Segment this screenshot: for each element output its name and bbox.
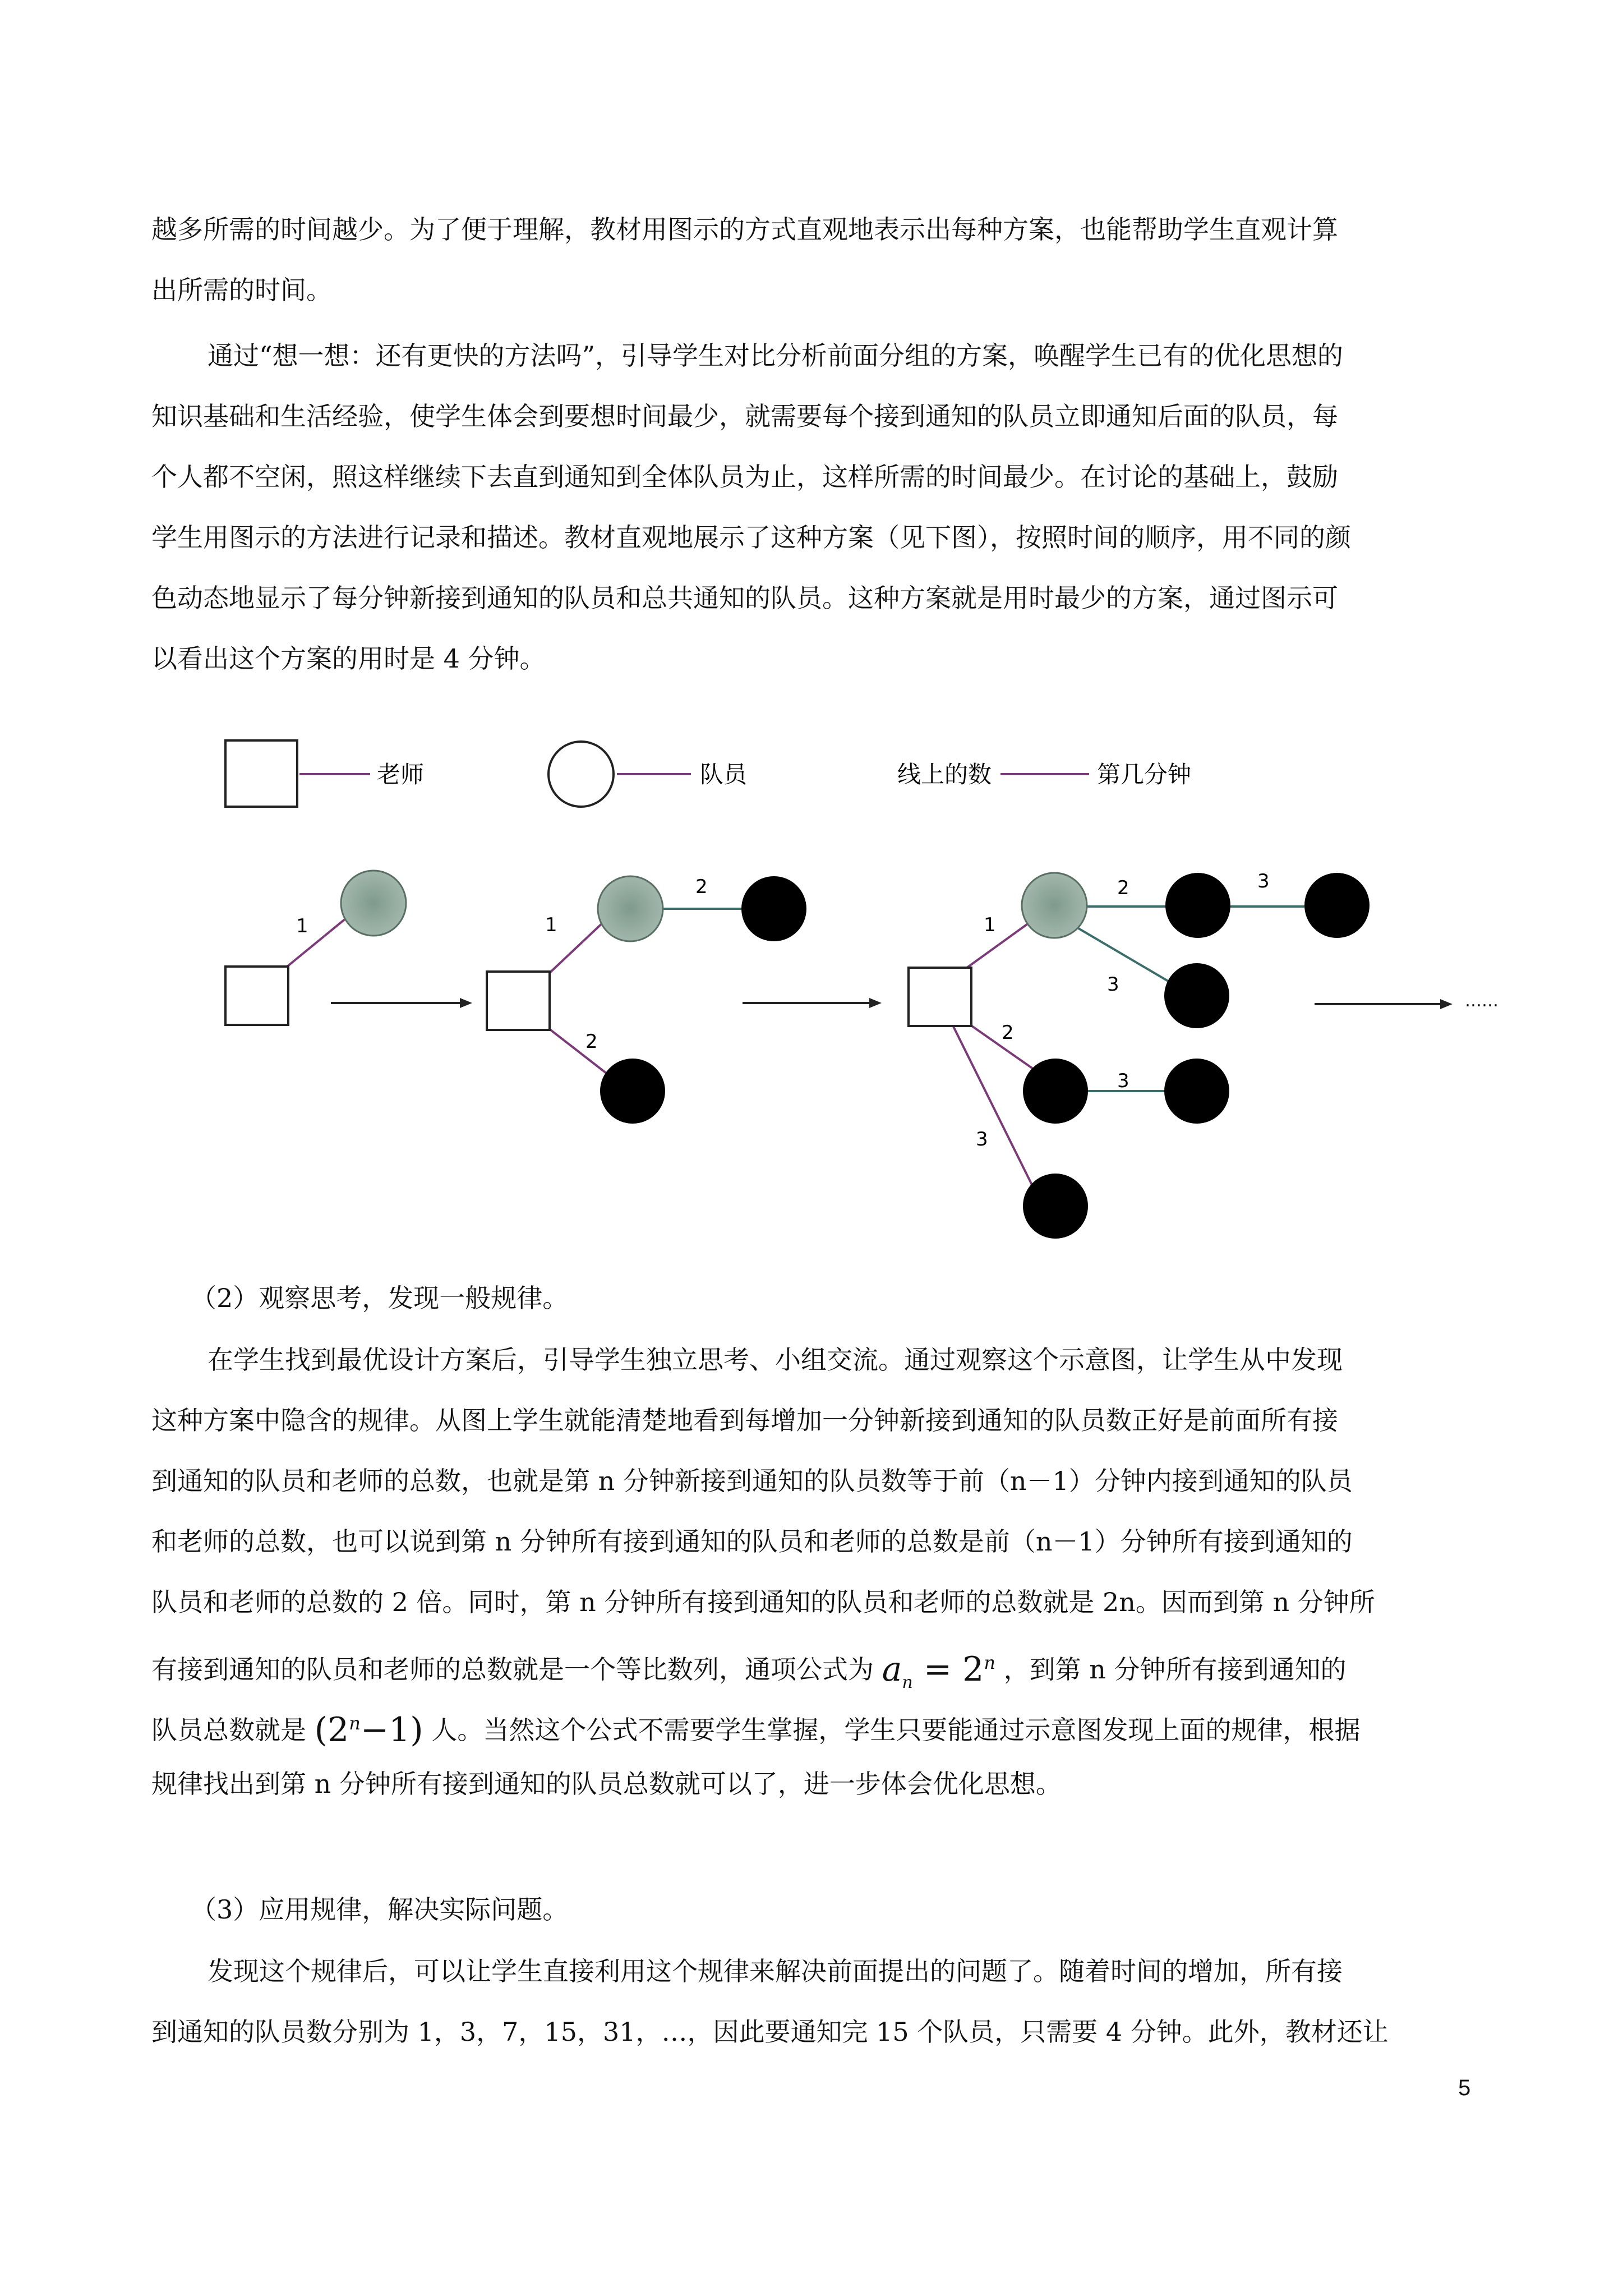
teacher-square [487,972,550,1030]
member-circle [1164,963,1229,1028]
edge-teacher-member [953,1027,1032,1185]
text-line: 以看出这个方案的用时是 4 分钟。 [151,643,546,674]
text-line: 在学生找到最优设计方案后，引导学生独立思考、小组交流。通过观察这个示意图，让学生从中发现 [208,1345,1343,1375]
text-line: 知识基础和生活经验，使学生体会到要想时间最少，就需要每个接到通知的队员立即通知后面的队员，每 [151,401,1338,431]
legend-member-label: 队员 [700,761,748,788]
text-line: 越多所需的时间越少。为了便于理解，教材用图示的方式直观地表示出每种方案，也能帮助学生直观计算 [151,214,1338,245]
edge-label: 3 [1117,1070,1129,1092]
text-fragment: ，到第 n 分钟所有接到通知的 [1003,1654,1347,1685]
text-line: 这种方案中隐含的规律。从图上学生就能清楚地看到每增加一分钟新接到通知的队员数正好是前面所有接 [151,1405,1338,1435]
edge-label: 2 [585,1030,598,1053]
legend-teacher-label: 老师 [377,761,425,788]
formula-geometric-sequence [882,1650,995,1692]
edge-member-member [1076,927,1171,983]
text-line: 到通知的队员和老师的总数，也就是第 n 分钟新接到通知的队员数等于前（n－1）分钟内接到通知的队员 [151,1466,1353,1496]
text-fragment: 队员总数就是 [151,1715,306,1745]
member-circle [741,876,806,941]
formula-total-members [315,1710,423,1750]
text-line-with-formula [151,1693,1475,1754]
member-circle [1023,1059,1088,1124]
edge-teacher-member [546,1027,611,1077]
member-circle [600,1059,665,1124]
page-number: 5 [1458,2076,1471,2100]
member-circle-first [1022,873,1087,938]
formula-open: (2 [314,1710,349,1750]
arrow-head [460,998,472,1008]
paragraph-rule [151,1329,1475,1814]
member-circle [1023,1174,1088,1239]
section-heading: （3）应用规律，解决实际问题。 [191,1894,569,1925]
edge-label: 3 [1107,973,1119,996]
edge-label: 2 [695,876,708,898]
text-line: 色动态地显示了每分钟新接到通知的队员和总共通知的队员。这种方案就是用时最少的方案，通过图示可 [151,583,1338,613]
edge-label: 3 [976,1128,988,1151]
teacher-square [909,968,971,1026]
legend-teacher-square [225,740,297,807]
formula-subscript: n [902,1673,913,1692]
stage-2 [487,876,806,1124]
arrow-head [1440,999,1453,1009]
edge-label: 1 [984,914,996,936]
edge-label: 1 [545,914,557,936]
text-line: 和老师的总数，也可以说到第 n 分钟所有接到通知的队员和老师的总数是前（n－1）分钟所有接到通知的 [151,1526,1353,1557]
paragraph-discussion [151,325,1475,689]
text-fragment: 有接到通知的队员和老师的总数就是一个等比数列，通项公式为 [151,1654,874,1685]
stage-1 [225,871,406,1025]
arrow-head [869,998,882,1008]
text-line: 到通知的队员数分别为 1，3，7，15，31，…，因此要通知完 15 个队员，只需要 4 分钟。此外，教材还让 [151,2017,1389,2047]
edge-teacher-member [965,920,1033,969]
text-fragment: 人。当然这个公式不需要学生掌握，学生只要能通过示意图发现上面的规律，根据 [431,1715,1361,1745]
ellipsis: …… [1465,991,1498,1011]
legend-member-circle [548,742,614,807]
member-circle [1165,873,1230,938]
section-heading: （2）观察思考，发现一般规律。 [191,1283,569,1313]
member-circle [1164,1059,1229,1124]
member-circle-first [341,871,406,936]
text-line: 规律找出到第 n 分钟所有接到通知的队员总数就可以了，进一步体会优化思想。 [151,1769,1062,1799]
edge-label: 3 [1257,870,1270,892]
edge-teacher-member [965,1021,1035,1070]
formula-base: a [882,1650,902,1689]
text-line: 通过“想一想：还有更快的方法吗”，引导学生对比分析前面分组的方案，唤醒学生已有的优化思想的 [208,341,1344,371]
formula-close: −1) [360,1710,423,1750]
legend-number-label: 线上的数 [897,761,992,788]
legend-minute-label: 第几分钟 [1097,761,1192,788]
text-line: 学生用图示的方法进行记录和描述。教材直观地展示了这种方案（见下图），按照时间的顺序，用不同的颜 [151,522,1351,553]
text-line: 发现这个规律后，可以让学生直接利用这个规律来解决前面提出的问题了。随着时间的增加，所有接 [208,1956,1343,1986]
edge-label: 2 [1117,877,1129,899]
edge-label: 2 [1002,1022,1014,1044]
edge-label: 1 [296,915,308,937]
stage-3 [909,870,1370,1239]
teacher-square [225,967,288,1025]
formula-exponent: n [349,1713,361,1734]
text-line: 队员和老师的总数的 2 倍。同时，第 n 分钟所有接到通知的队员和老师的总数就是 2n。因而到第 n 分钟所 [151,1587,1375,1617]
legend [225,740,1191,807]
formula-exponent: n [984,1652,995,1673]
paragraph-intro [151,199,1475,320]
text-line: 个人都不空闲，照这样继续下去直到通知到全体队员为止，这样所需的时间最少。在讨论的基础上，鼓励 [151,462,1338,492]
text-line: 出所需的时间。 [151,275,332,305]
notification-tree-diagram [0,718,1623,1251]
member-circle [1304,873,1370,938]
paragraph-application [151,1941,1475,2062]
formula-equals: = 2 [923,1650,984,1689]
text-line-with-formula [151,1632,1475,1693]
member-circle-first [598,876,663,941]
